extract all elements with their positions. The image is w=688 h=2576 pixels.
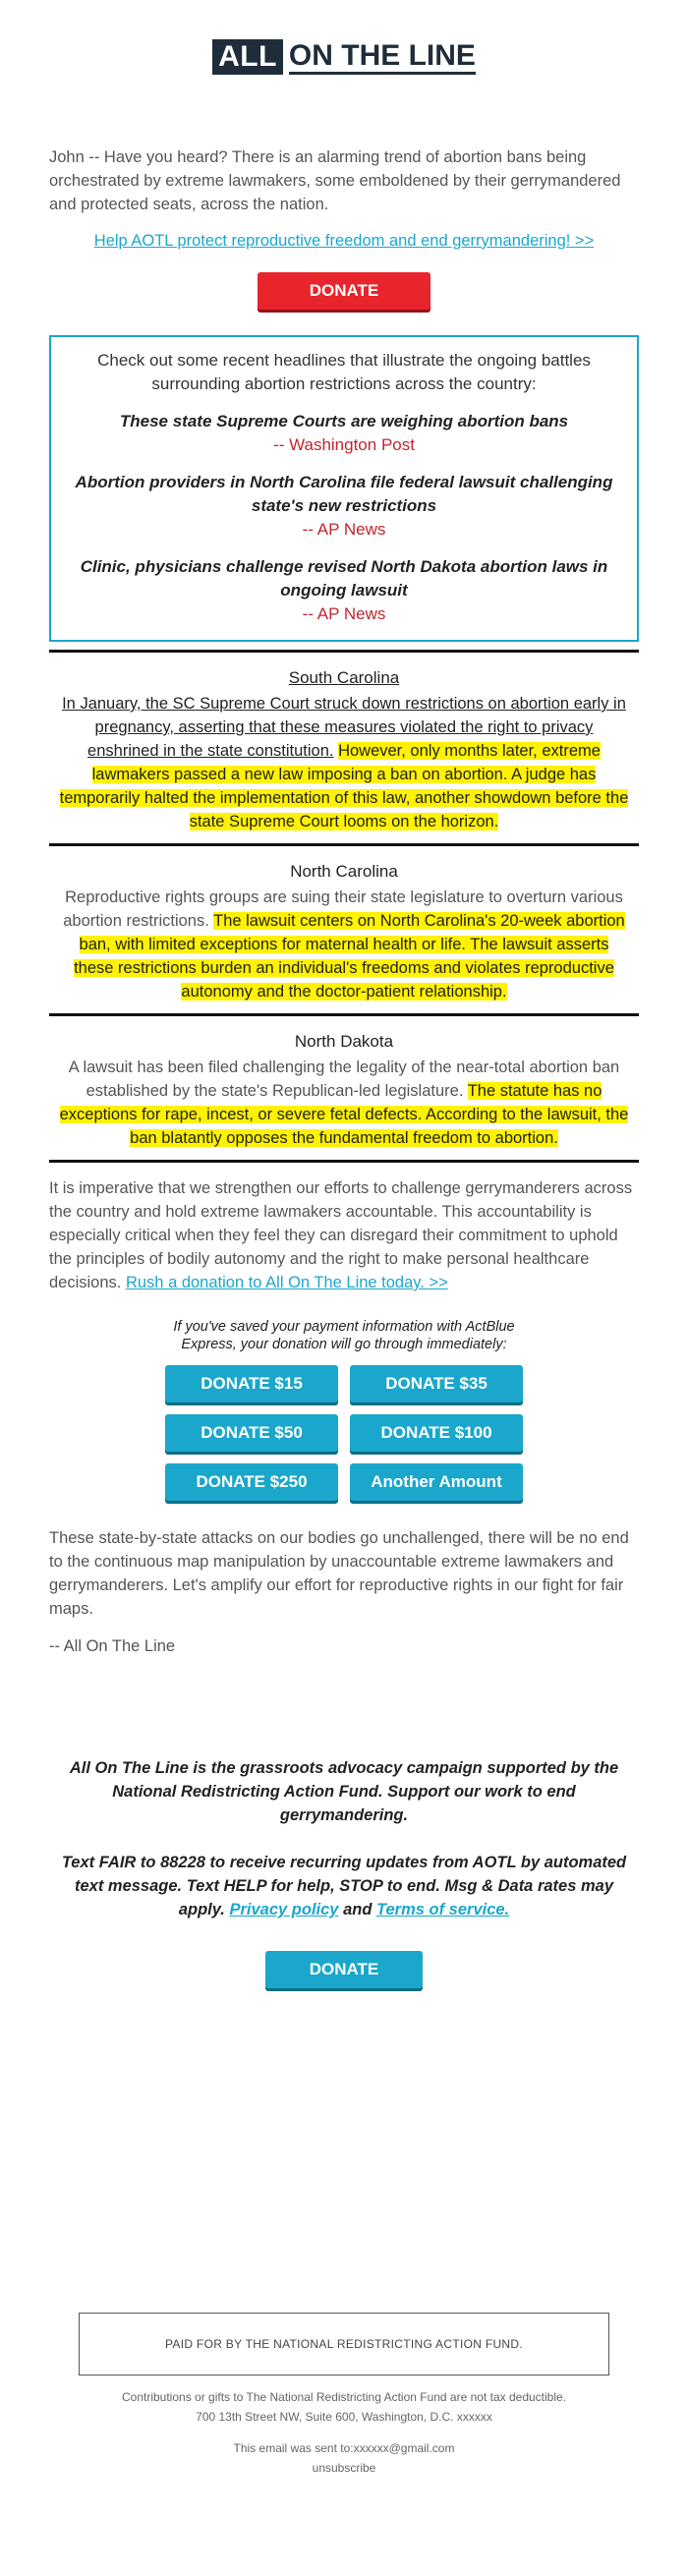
logo-all: ALL — [212, 39, 283, 75]
nc-plain-text: Reproductive rights groups are suing their state legislature to overturn various abortion restrictions. — [63, 888, 623, 930]
donate-50-button[interactable]: DONATE $50 — [165, 1414, 338, 1452]
donation-amount-grid — [0, 1365, 688, 1501]
headlines-lead: Check out some recent headlines that illustrate the ongoing battles surrounding abortion restrictions across the country: — [97, 351, 591, 393]
top-link-wrap — [0, 232, 688, 251]
privacy-policy-link[interactable]: Privacy policy — [229, 1901, 339, 1918]
headline-title: Abortion providers in North Carolina file federal lawsuit challenging state's new restrictions — [75, 473, 613, 515]
unsubscribe-link[interactable]: unsubscribe — [312, 2461, 376, 2475]
actblue-note: If you've saved your payment information with ActBlue Express, your donation will go through immediately: — [173, 1319, 515, 1352]
spacer — [0, 1988, 688, 2313]
donate-button-footer[interactable]: DONATE — [265, 1951, 423, 1988]
logo-on-the-line: ON THE LINE — [289, 40, 476, 75]
divider — [49, 650, 639, 653]
closing-paragraph: These state-by-state attacks on our bodies go unchallenged, there will be no end to the continuous map manipulation by unaccountable extreme lawmakers and gerrymanderers. Let's amplify our effort for reproductive rights in our fight for fair maps. — [49, 1529, 629, 1618]
imperative-text: It is imperative that we strengthen our efforts to challenge gerrymanderers across the country and hold extreme lawmakers accountable. This accountability is especially critical when they feel they can disregard their commitment to uphold the principles of bodily autonomy and the right to make personal healthcare decisions. — [49, 1179, 633, 1291]
intro-paragraph: John -- Have you heard? There is an alarming trend of abortion bans being orchestrated by extreme lawmakers, some emboldened by their gerrymandered and protected seats, across the nation. — [49, 148, 621, 213]
footer-about: All On The Line is the grassroots advocacy campaign supported by the National Redistricting Action Fund. Support our work to end gerrymandering. — [69, 1759, 619, 1824]
footer-text-updates — [61, 1851, 627, 1921]
state-heading: North Carolina — [290, 862, 398, 881]
imperative-paragraph — [49, 1176, 639, 1294]
sc-highlighted-text: However, only months later, extreme lawmakers passed a new law imposing a ban on abortion. A judge has temporarily halted the implementation of this law, another showdown before the state Supreme Court looms on the horizon. — [59, 742, 629, 830]
mailing-address: 700 13th Street NW, Suite 600, Washington, D.C. xxxxxx — [196, 2410, 492, 2424]
divider — [49, 1160, 639, 1163]
divider — [49, 843, 639, 846]
text-fair-line: Text FAIR to 88228 to receive recurring updates from AOTL by automated text message. Text HELP for help, STOP to end. Msg & Data rates may apply. — [61, 1854, 627, 1918]
protect-freedom-link[interactable]: Help AOTL protect reproductive freedom and end gerrymandering! >> — [93, 232, 595, 250]
and-text: and — [343, 1901, 373, 1918]
section-north-carolina — [59, 860, 629, 1003]
paid-for-box: PAID FOR BY THE NATIONAL REDISTRICTING ACTION FUND. — [79, 2313, 609, 2376]
headline-source: -- Washington Post — [273, 435, 415, 454]
headline-source: -- AP News — [302, 520, 386, 539]
state-heading: South Carolina — [288, 668, 400, 687]
nd-highlighted-text: The statute has no exceptions for rape, incest, or severe fetal defects. According to the lawsuit, the ban blatantly opposes the fundamental freedom to abortion. — [59, 1082, 629, 1147]
state-heading: North Dakota — [294, 1032, 394, 1051]
spacer — [0, 1658, 688, 1756]
donate-15-button[interactable]: DONATE $15 — [165, 1365, 338, 1402]
section-north-dakota — [59, 1030, 629, 1150]
headline-item — [63, 555, 625, 626]
headlines-box — [49, 335, 639, 642]
headline-item — [63, 410, 625, 457]
nd-plain-text: A lawsuit has been filed challenging the legality of the near-total abortion ban established by the state's Republican-led legislature. — [68, 1059, 620, 1100]
section-south-carolina — [59, 666, 629, 833]
headline-source: -- AP News — [302, 604, 386, 623]
donate-100-button[interactable]: DONATE $100 — [350, 1414, 523, 1452]
rush-donation-link[interactable]: Rush a donation to All On The Line today. >> — [125, 1274, 448, 1291]
terms-of-service-link[interactable]: Terms of service. — [376, 1901, 510, 1918]
tax-disclaimer: Contributions or gifts to The National Redistricting Action Fund are not tax deductible. — [121, 2390, 567, 2404]
headline-item — [63, 471, 625, 542]
another-amount-button[interactable]: Another Amount — [350, 1463, 523, 1501]
headline-title: These state Supreme Courts are weighing abortion bans — [119, 412, 569, 430]
donate-250-button[interactable]: DONATE $250 — [165, 1463, 338, 1501]
divider — [49, 1013, 639, 1016]
signoff: -- All On The Line — [49, 1637, 176, 1655]
headline-title: Clinic, physicians challenge revised North Dakota abortion laws in ongoing lawsuit — [80, 557, 608, 600]
sc-underlined-text: In January, the SC Supreme Court struck down restrictions on abortion early in pregnancy, asserting that these measures violated the right to privacy enshrined in the state constitution. — [62, 695, 626, 760]
donate-button-top[interactable]: DONATE — [258, 272, 430, 310]
aotl-logo[interactable] — [0, 37, 688, 77]
email-page — [0, 37, 688, 2478]
donate-35-button[interactable]: DONATE $35 — [350, 1365, 523, 1402]
nc-highlighted-text: The lawsuit centers on North Carolina's 20-week abortion ban, with limited exceptions for maternal health or life. The lawsuit asserts these restrictions burden an individual's freedoms and violates reproductive autonomy and the doctor-patient relationship. — [74, 912, 625, 1001]
sent-to-line: This email was sent to:xxxxxx@gmail.com — [233, 2441, 455, 2455]
